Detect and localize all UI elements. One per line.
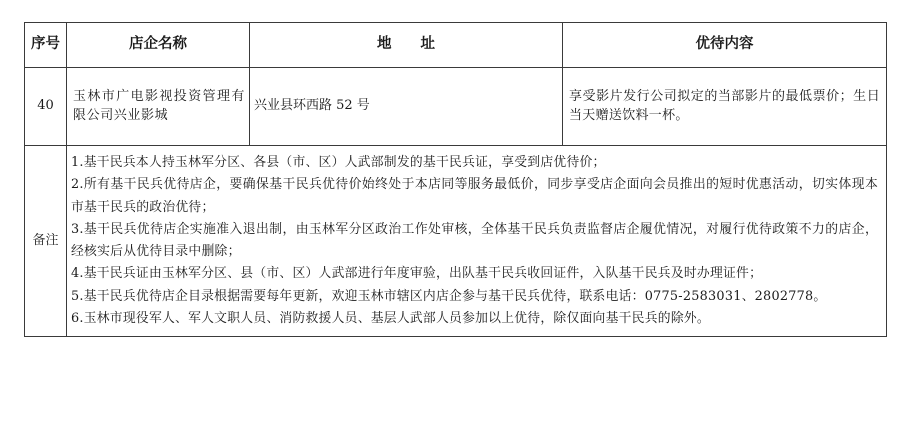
row-address: 兴业县环西路 52 号 [250, 68, 563, 146]
notes-body [67, 146, 887, 337]
header-number: 序号 [25, 23, 67, 68]
table-row [25, 68, 887, 146]
header-store-name: 店企名称 [67, 23, 250, 68]
row-number: 40 [25, 68, 67, 146]
note-item-3: 3.基干民兵优待店企实施准入退出制，由玉林军分区政治工作处审核，全体基干民兵负责监督店企履优情况，对履行优待政策不力的店企，经核实后从优待目录中删除； [71, 221, 878, 260]
preferential-stores-table [24, 22, 887, 337]
note-item-4: 4.基干民兵证由玉林军分区、县（市、区）人武部进行年度审验，出队基干民兵收回证件，入队基干民兵及时办理证件； [71, 266, 763, 282]
note-item-6: 6.玉林市现役军人、军人文职人员、消防救援人员、基层人武部人员参加以上优待，除仅面向基干民兵的除外。 [71, 311, 710, 327]
header-address: 地 址 [250, 23, 563, 68]
row-benefit: 享受影片发行公司拟定的当部影片的最低票价；生日当天赠送饮料一杯。 [563, 68, 887, 146]
note-item-5: 5.基干民兵优待店企目录根据需要每年更新，欢迎玉林市辖区内店企参与基干民兵优待，联系电话：0775-2583031、2802778。 [71, 288, 827, 304]
table-header-row [25, 23, 887, 68]
notes-label: 备注 [25, 146, 67, 337]
note-item-2: 2.所有基干民兵优待店企，要确保基干民兵优待价始终处于本店同等服务最低价，同步享受店企面向会员推出的短时优惠活动，切实体现本市基干民兵的政治优待； [71, 177, 878, 215]
header-benefit: 优待内容 [563, 23, 887, 68]
notes-row [25, 146, 887, 337]
row-store-name: 玉林市广电影视投资管理有限公司兴业影城 [67, 68, 250, 146]
note-item-1: 1.基干民兵本人持玉林军分区、各县（市、区）人武部制发的基干民兵证，享受到店优待价； [71, 155, 606, 170]
